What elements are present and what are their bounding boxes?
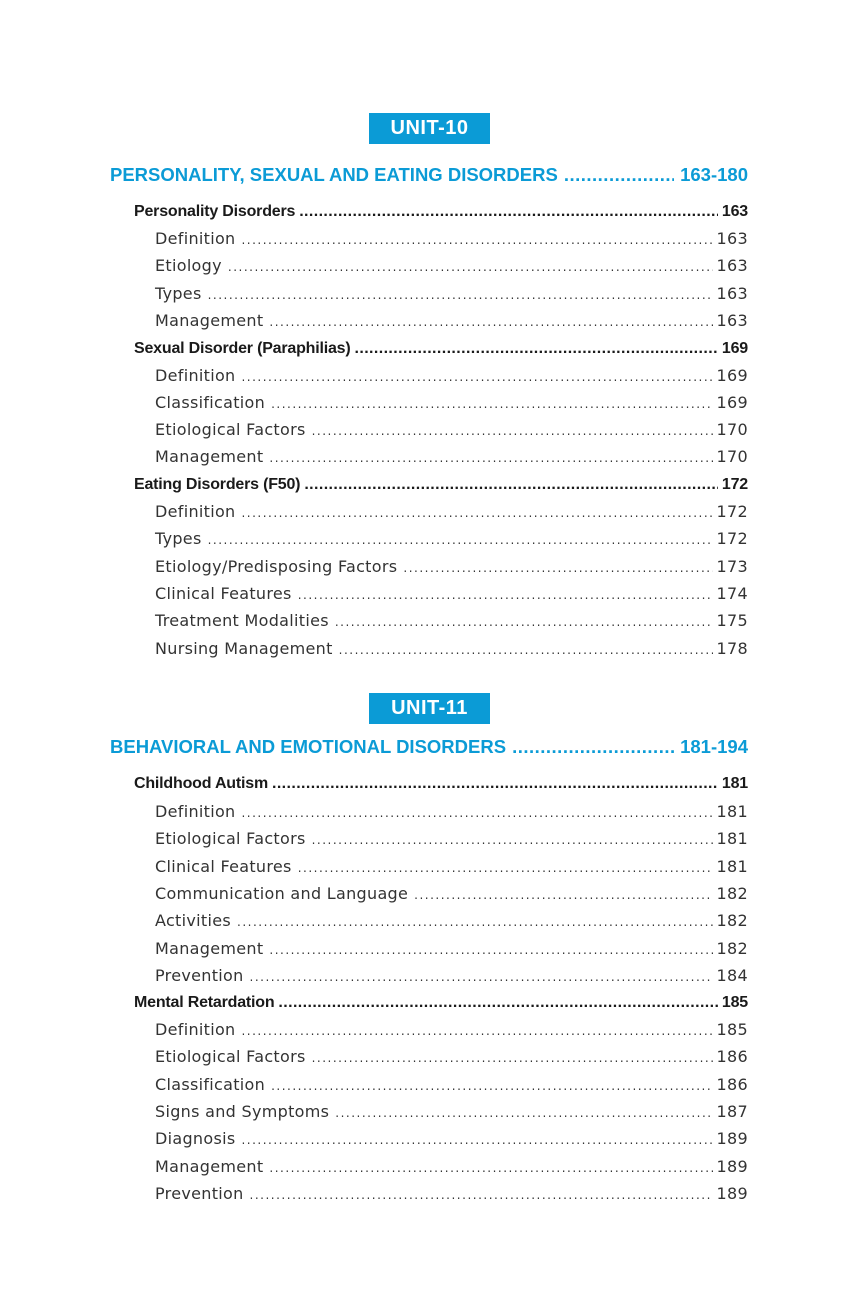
dot-leader: [237, 910, 713, 933]
dot-leader: [241, 228, 712, 251]
toc-page-number: 187: [716, 1102, 748, 1121]
toc-entry-label: Etiology: [155, 256, 222, 275]
dot-leader: [335, 610, 713, 633]
toc-entry[interactable]: [155, 1101, 748, 1123]
unit-title-label: PERSONALITY, SEXUAL AND EATING DISORDERS: [110, 164, 558, 185]
dot-leader: [339, 638, 713, 661]
toc-page-number: 181: [721, 775, 748, 792]
toc-page-number: 189: [716, 1129, 748, 1148]
toc-entry-label: Classification: [155, 393, 266, 412]
dot-leader: [271, 392, 712, 415]
toc-page-number: 174: [716, 584, 748, 603]
toc-page-number: 175: [716, 611, 748, 630]
toc-entry-label: Prevention: [155, 966, 244, 985]
toc-entry[interactable]: [155, 1128, 748, 1150]
dot-leader: [278, 992, 717, 1014]
dot-leader: [298, 583, 713, 606]
toc-entry-label: Nursing Management: [155, 639, 333, 658]
dot-leader: [298, 856, 713, 879]
dot-leader: [250, 1183, 713, 1206]
toc-page-number: 189: [716, 1184, 748, 1203]
toc-entry-label: Etiological Factors: [155, 829, 306, 848]
dot-leader: [241, 365, 712, 388]
toc-entry[interactable]: [155, 283, 748, 305]
toc-page-number: 181: [716, 829, 748, 848]
toc-entry-label: Types: [155, 529, 202, 548]
toc-entry[interactable]: [155, 528, 748, 550]
toc-section-label: Personality Disorders: [134, 203, 296, 220]
dot-leader: [250, 965, 713, 988]
toc-page-number: 172: [721, 476, 748, 493]
toc-entry[interactable]: [155, 638, 748, 660]
toc-entry-label: Treatment Modalities: [155, 611, 329, 630]
toc-entry-label: Definition: [155, 802, 236, 821]
toc-entry[interactable]: [155, 1046, 748, 1068]
dot-leader: [271, 1074, 712, 1097]
unit-page-range: 181-194: [680, 736, 748, 757]
toc-entry-label: Clinical Features: [155, 857, 292, 876]
toc-section[interactable]: [134, 992, 748, 1014]
toc-page-number: 169: [716, 366, 748, 385]
toc-section-label: Sexual Disorder (Paraphilias): [134, 340, 351, 357]
dot-leader: [304, 474, 718, 496]
toc-entry-label: Management: [155, 447, 264, 466]
toc-page-number: 172: [716, 529, 748, 548]
toc-entry[interactable]: [155, 583, 748, 605]
toc-page-number: 173: [716, 557, 748, 576]
toc-section-label: Childhood Autism: [134, 775, 268, 792]
dot-leader: [312, 1046, 713, 1069]
toc-entry-label: Diagnosis: [155, 1129, 236, 1148]
toc-entry[interactable]: [155, 501, 748, 523]
toc-entry-label: Management: [155, 311, 264, 330]
toc-page-number: 184: [716, 966, 748, 985]
dot-leader: [403, 556, 712, 579]
toc-entry-label: Definition: [155, 502, 236, 521]
toc-entry[interactable]: [155, 446, 748, 468]
toc-entry[interactable]: [155, 419, 748, 441]
unit-title-label: BEHAVIORAL AND EMOTIONAL DISORDERS: [110, 736, 507, 757]
toc-page-number: 163: [716, 284, 748, 303]
toc-entry-label: Management: [155, 1157, 264, 1176]
dot-leader: [269, 1156, 712, 1179]
toc-entry[interactable]: [155, 228, 748, 250]
unit-page-range: 163-180: [680, 164, 748, 185]
toc-page-number: 170: [716, 420, 748, 439]
toc-entry[interactable]: [155, 392, 748, 414]
toc-entry-label: Communication and Language: [155, 884, 409, 903]
toc-page-number: 186: [716, 1047, 748, 1066]
toc-entry[interactable]: [155, 310, 748, 332]
toc-entry-label: Etiological Factors: [155, 1047, 306, 1066]
toc-page-number: 163: [716, 256, 748, 275]
toc-section-label: Eating Disorders (F50): [134, 476, 301, 493]
toc-section[interactable]: [134, 474, 748, 496]
toc-section[interactable]: [134, 338, 748, 360]
toc-page-number: 181: [716, 802, 748, 821]
dot-leader: [312, 828, 713, 851]
dot-leader: [512, 735, 674, 759]
toc-page-number: 181: [716, 857, 748, 876]
unit-title[interactable]: [110, 163, 748, 187]
toc-section[interactable]: [134, 201, 748, 223]
toc-entry-label: Prevention: [155, 1184, 244, 1203]
toc-page-number: 163: [721, 203, 748, 220]
toc-entry[interactable]: [155, 1019, 748, 1041]
dot-leader: [241, 501, 712, 524]
toc-entry-label: Etiology/Predisposing Factors: [155, 557, 398, 576]
toc-entry-label: Clinical Features: [155, 584, 292, 603]
toc-entry-label: Signs and Symptoms: [155, 1102, 330, 1121]
toc-page-number: 178: [716, 639, 748, 658]
dot-leader: [272, 773, 718, 795]
dot-leader: [355, 338, 718, 360]
toc-entry-label: Activities: [155, 911, 231, 930]
toc-page-number: 163: [716, 229, 748, 248]
toc-section-label: Mental Retardation: [134, 994, 275, 1011]
toc-section[interactable]: [134, 773, 748, 795]
dot-leader: [269, 938, 712, 961]
toc-entry-label: Definition: [155, 229, 236, 248]
toc-page-number: 185: [721, 994, 748, 1011]
toc-page-number: 169: [721, 340, 748, 357]
toc-page-number: 186: [716, 1075, 748, 1094]
toc-entry-label: Etiological Factors: [155, 420, 306, 439]
toc-entry[interactable]: [155, 856, 748, 878]
dot-leader: [335, 1101, 712, 1124]
toc-entry[interactable]: [155, 1156, 748, 1178]
dot-leader: [269, 310, 712, 333]
toc-entry[interactable]: [155, 910, 748, 932]
toc-entry[interactable]: [155, 365, 748, 387]
toc-entry[interactable]: [155, 255, 748, 277]
toc-page-number: 169: [716, 393, 748, 412]
toc-entry[interactable]: [155, 1183, 748, 1205]
toc-entry[interactable]: [155, 965, 748, 987]
toc-entry[interactable]: [155, 883, 748, 905]
toc-entry[interactable]: [155, 556, 748, 578]
toc-page-number: 170: [716, 447, 748, 466]
toc-entry[interactable]: [155, 828, 748, 850]
toc-entry-label: Classification: [155, 1075, 266, 1094]
toc-page-number: 163: [716, 311, 748, 330]
toc-page-number: 182: [716, 884, 748, 903]
dot-leader: [299, 201, 718, 223]
toc-page-number: 182: [716, 939, 748, 958]
toc-page-number: 185: [716, 1020, 748, 1039]
dot-leader: [241, 1128, 712, 1151]
toc-page-number: 182: [716, 911, 748, 930]
dot-leader: [414, 883, 712, 906]
unit-badge: UNIT-10: [369, 113, 490, 144]
toc-entry[interactable]: [155, 610, 748, 632]
toc-entry[interactable]: [155, 938, 748, 960]
dot-leader: [241, 1019, 712, 1042]
dot-leader: [208, 283, 713, 306]
dot-leader: [312, 419, 713, 442]
unit-badge: UNIT-11: [369, 693, 490, 724]
toc-entry-label: Definition: [155, 366, 236, 385]
toc-entry-label: Definition: [155, 1020, 236, 1039]
dot-leader: [228, 255, 713, 278]
toc-page-number: 172: [716, 502, 748, 521]
toc-page-number: 189: [716, 1157, 748, 1176]
toc-entry[interactable]: [155, 801, 748, 823]
toc-entry-label: Types: [155, 284, 202, 303]
dot-leader: [564, 163, 674, 187]
dot-leader: [269, 446, 712, 469]
toc-entry-label: Management: [155, 939, 264, 958]
unit-title[interactable]: [110, 735, 748, 759]
dot-leader: [241, 801, 712, 824]
toc-entry[interactable]: [155, 1074, 748, 1096]
dot-leader: [208, 528, 713, 551]
